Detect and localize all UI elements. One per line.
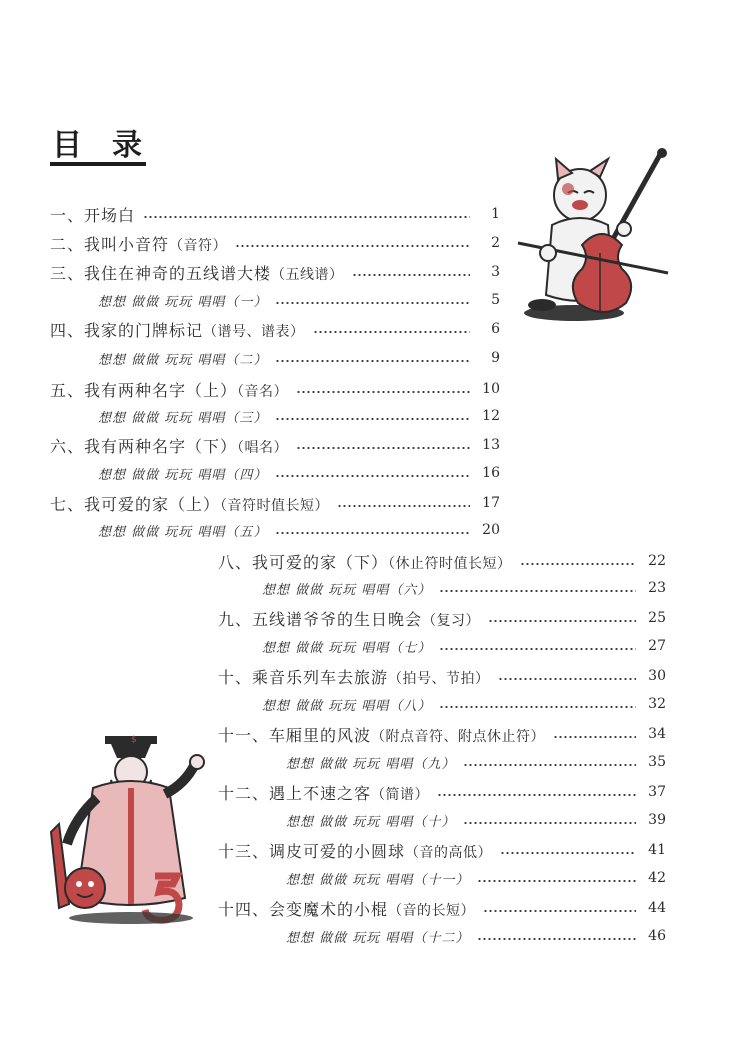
toc-entry-label: 一、开场白: [50, 205, 136, 225]
leader-dots: [439, 648, 636, 650]
leader-dots: [488, 620, 636, 622]
toc-entry-label: 九、五线谱爷爷的生日晚会（复习）: [218, 609, 481, 629]
leader-dots: [500, 852, 636, 854]
leader-dots: [313, 331, 470, 333]
leader-dots: [439, 590, 636, 592]
toc-entry-3[interactable]: [50, 258, 500, 286]
toc-entry-label: 四、我家的门牌标记（谱号、谱表）: [50, 320, 305, 340]
leader-dots: [463, 764, 636, 766]
toc-page-number: 44: [648, 900, 666, 916]
toc-entry-label: 六、我有两种名字（下）（唱名）: [50, 436, 289, 456]
toc-page-number: 17: [482, 495, 500, 511]
toc-subentry-1[interactable]: [98, 286, 500, 314]
toc-subentry-5[interactable]: [98, 516, 500, 544]
toc-entry-label: 七、我可爱的家（上）（音符时值长短）: [50, 494, 330, 514]
leader-dots: [477, 880, 636, 882]
toc-subentry-label: 想想 做做 玩玩 唱唱（五）: [98, 524, 268, 540]
toc-page-number: 9: [491, 350, 500, 366]
toc-entry-label: 十三、调皮可爱的小圆球（音的高低）: [218, 841, 493, 861]
toc-entry-10[interactable]: [218, 662, 666, 690]
toc-subentry-label: 想想 做做 玩玩 唱唱（八）: [262, 698, 432, 714]
toc-page-number: 42: [648, 870, 666, 886]
toc-subentry-label: 想想 做做 玩玩 唱唱（一）: [98, 294, 268, 310]
toc-entry-14[interactable]: [218, 894, 666, 922]
title-char-1: 目: [52, 128, 82, 163]
toc-entry-label: 二、我叫小音符（音符）: [50, 234, 228, 254]
toc-subentry-2[interactable]: [98, 344, 500, 372]
toc-entry-5[interactable]: [50, 375, 500, 403]
toc-subentry-7[interactable]: [262, 632, 666, 660]
toc-subentry-10[interactable]: [286, 806, 666, 834]
toc-subentry-label: 想想 做做 玩玩 唱唱（十二）: [286, 930, 470, 946]
leader-dots: [553, 736, 636, 738]
toc-page-number: 34: [648, 726, 666, 742]
toc-subentry-label: 想想 做做 玩玩 唱唱（九）: [286, 756, 456, 772]
toc-page-number: 25: [648, 610, 666, 626]
leader-dots: [275, 418, 470, 420]
toc-subentry-label: 想想 做做 玩玩 唱唱（十）: [286, 814, 456, 830]
toc-entry-8[interactable]: [218, 547, 666, 575]
toc-page-number: 35: [648, 754, 666, 770]
leader-dots: [296, 447, 470, 449]
title-char-2: 录: [112, 128, 142, 163]
wizard-notes-illustration-icon: [45, 728, 215, 928]
toc-subentry-label: 想想 做做 玩玩 唱唱（三）: [98, 410, 268, 426]
toc-page-number: 1: [491, 206, 500, 222]
leader-dots: [275, 532, 470, 534]
toc-subentry-label: 想想 做做 玩玩 唱唱（十一）: [286, 872, 470, 888]
toc-page-number: 22: [648, 553, 666, 569]
toc-page-number: 16: [482, 465, 500, 481]
leader-dots: [235, 245, 470, 247]
toc-page-number: 27: [648, 638, 666, 654]
toc-subentry-label: 想想 做做 玩玩 唱唱（二）: [98, 352, 268, 368]
leader-dots: [275, 360, 470, 362]
toc-entry-label: 十一、车厢里的风波（附点音符、附点休止符）: [218, 725, 546, 745]
toc-page-number: 12: [482, 408, 500, 424]
toc-page-number: 13: [482, 437, 500, 453]
toc-entry-label: 五、我有两种名字（上）（音名）: [50, 380, 289, 400]
toc-subentry-6[interactable]: [262, 574, 666, 602]
toc-page-number: 23: [648, 580, 666, 596]
toc-subentry-4[interactable]: [98, 459, 500, 487]
toc-page-number: 5: [491, 292, 500, 308]
toc-page-number: 3: [491, 264, 500, 280]
leader-dots: [275, 302, 470, 304]
toc-entry-label: 十二、遇上不速之客（简谱）: [218, 783, 430, 803]
toc-subentry-label: 想想 做做 玩玩 唱唱（六）: [262, 582, 432, 598]
toc-subentry-label: 想想 做做 玩玩 唱唱（四）: [98, 467, 268, 483]
leader-dots: [439, 706, 636, 708]
toc-entry-label: 八、我可爱的家（下）（休止符时值长短）: [218, 552, 512, 572]
toc-page-number: 39: [648, 812, 666, 828]
toc-subentry-3[interactable]: [98, 402, 500, 430]
toc-subentry-12[interactable]: [286, 922, 666, 950]
toc-entry-label: 十四、会变魔术的小棍（音的长短）: [218, 899, 476, 919]
toc-entry-13[interactable]: [218, 836, 666, 864]
toc-entry-4[interactable]: [50, 315, 500, 343]
toc-page-number: 6: [491, 321, 500, 337]
toc-entry-6[interactable]: [50, 431, 500, 459]
cat-cello-illustration-icon: [512, 145, 672, 325]
toc-entry-7[interactable]: [50, 489, 500, 517]
toc-page-number: 32: [648, 696, 666, 712]
leader-dots: [463, 822, 636, 824]
toc-page-number: 46: [648, 928, 666, 944]
toc-subentry-9[interactable]: [286, 748, 666, 776]
svg-text:$: $: [131, 735, 137, 745]
page-title: [50, 118, 146, 166]
leader-dots: [275, 475, 470, 477]
toc-entry-9[interactable]: [218, 604, 666, 632]
toc-entry-label: 三、我住在神奇的五线谱大楼（五线谱）: [50, 263, 344, 283]
toc-entry-2[interactable]: [50, 229, 500, 257]
toc-subentry-8[interactable]: [262, 690, 666, 718]
toc-page-number: 41: [648, 842, 666, 858]
toc-page-number: 10: [482, 381, 500, 397]
toc-page-number: 37: [648, 784, 666, 800]
leader-dots: [498, 678, 636, 680]
leader-dots: [296, 391, 470, 393]
leader-dots: [477, 938, 636, 940]
leader-dots: [437, 794, 636, 796]
toc-page-number: 30: [648, 668, 666, 684]
toc-subentry-label: 想想 做做 玩玩 唱唱（七）: [262, 640, 432, 656]
toc-page-number: 20: [482, 522, 500, 538]
leader-dots: [143, 216, 470, 218]
toc-entry-12[interactable]: [218, 778, 666, 806]
toc-entry-11[interactable]: [218, 720, 666, 748]
toc-entry-1[interactable]: [50, 200, 500, 228]
toc-entry-label: 十、乘音乐列车去旅游（拍号、节拍）: [218, 667, 490, 687]
leader-dots: [352, 274, 470, 276]
toc-page-number: 2: [491, 235, 500, 251]
toc-subentry-11[interactable]: [286, 864, 666, 892]
leader-dots: [520, 563, 636, 565]
leader-dots: [337, 505, 470, 507]
leader-dots: [483, 910, 636, 912]
